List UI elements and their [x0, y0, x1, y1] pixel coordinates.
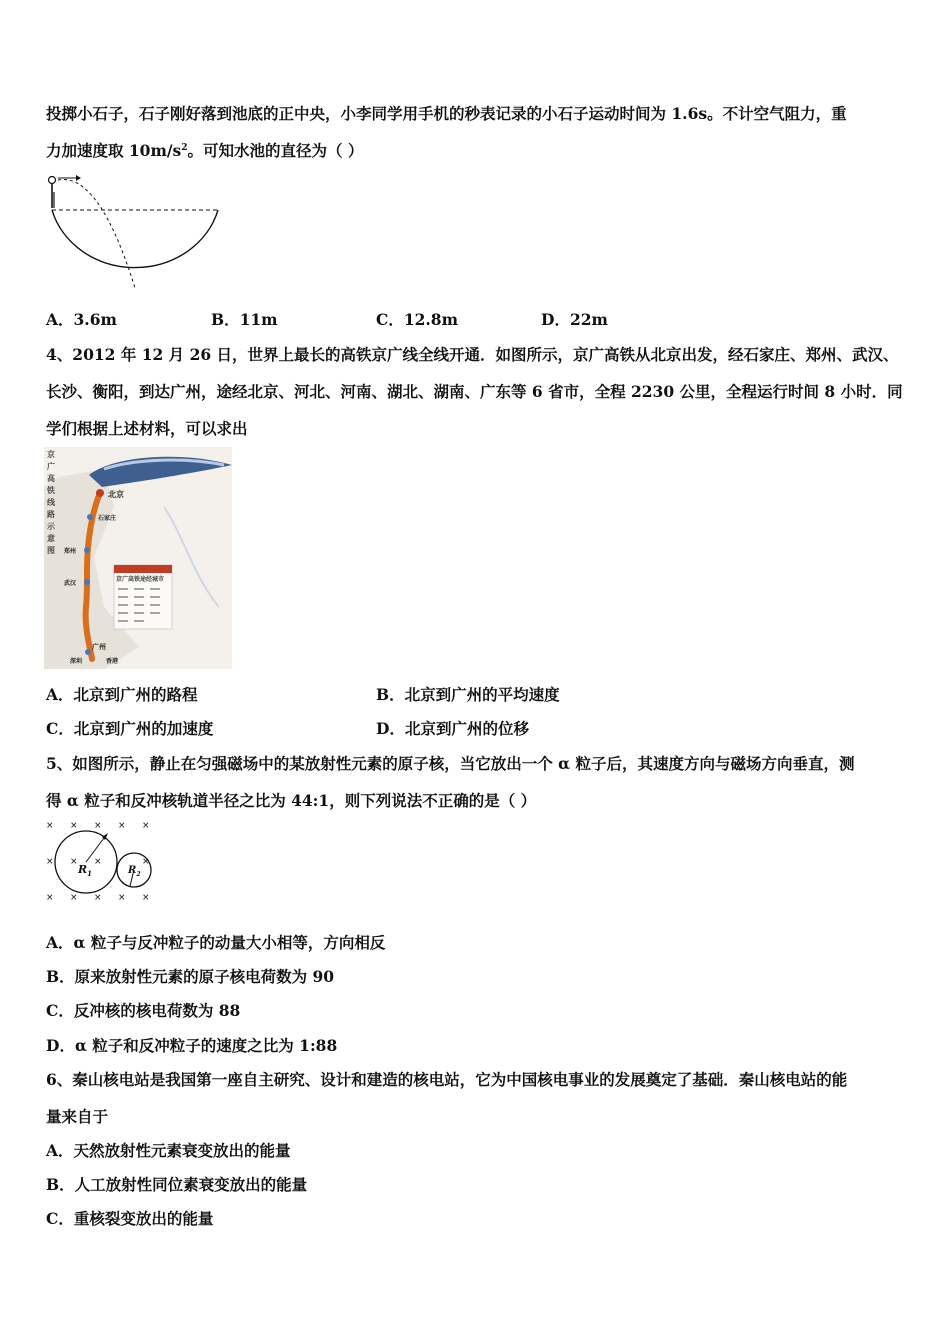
field-mark: ×	[94, 893, 102, 903]
q4-text-line-1: 4、2012 年 12 月 26 日，世界上最长的高铁京广线全线开通．如图所示，京广高铁从北京出发，经石家庄、郑州、武汉、	[46, 345, 899, 364]
r1-label-sub: 1	[87, 869, 93, 878]
q5-option-b[interactable]: B．原来放射性元素的原子核电荷数为 90	[46, 967, 335, 986]
q5-option-c[interactable]: C．反冲核的核电荷数为 88	[46, 1001, 241, 1020]
field-mark: ×	[142, 893, 150, 903]
map-side-title	[46, 449, 56, 555]
q4-option-c[interactable]: C．北京到广州的加速度	[46, 719, 214, 738]
map-side-title-c6: 路	[47, 509, 55, 519]
r1-label	[77, 863, 92, 878]
station-shijiazhuang	[87, 514, 93, 520]
q5-option-d[interactable]: D．α 粒子和反冲粒子的速度之比为 1:88	[46, 1036, 338, 1055]
field-mark: ×	[46, 893, 54, 903]
map-side-title-c8: 意	[47, 533, 55, 543]
q5-option-a[interactable]: A．α 粒子与反冲粒子的动量大小相等，方向相反	[46, 933, 386, 952]
map-side-title-c4: 铁	[47, 485, 55, 495]
velocity-arrow-head	[76, 175, 81, 181]
q4-option-a[interactable]: A．北京到广州的路程	[46, 685, 198, 704]
field-mark: ×	[118, 821, 126, 831]
q6-option-b[interactable]: B．人工放射性同位素衰变放出的能量	[46, 1175, 308, 1194]
city-label-zhengzhou: 郑州	[64, 548, 77, 555]
city-info-panel-header-bar	[114, 565, 172, 573]
city-info-panel-title: 京广高铁途经城市	[116, 576, 165, 583]
r1-label-main: R	[78, 863, 88, 876]
q3-exponent: 2	[181, 142, 188, 153]
field-mark: ×	[94, 821, 102, 831]
railway-map-figure	[44, 447, 232, 669]
q3-option-d[interactable]: D．22m	[541, 310, 608, 329]
field-mark: ×	[70, 893, 78, 903]
map-side-title-c7: 示	[47, 521, 55, 531]
pool-outline	[52, 210, 218, 268]
q3-text-line-2	[46, 139, 363, 161]
q3-text-line-1: 投掷小石子，石子刚好落到池底的正中央，小李同学用手机的秒表记录的小石子运动时间为 1.6s。不计空气阻力，重	[46, 104, 847, 123]
map-side-title-c5: 线	[47, 497, 55, 507]
city-label-shijiazhuang: 石家庄	[98, 515, 117, 522]
q3-text-line-2-post: 。可知水池的直径为（ ）	[187, 141, 364, 160]
q3-option-b[interactable]: B．11m	[211, 310, 278, 329]
field-mark: ×	[46, 857, 54, 867]
city-label-wuhan: 武汉	[64, 580, 77, 587]
station-beijing	[96, 489, 104, 497]
map-side-title-c9: 图	[47, 545, 55, 555]
field-mark: ×	[46, 821, 54, 831]
field-mark: ×	[70, 821, 78, 831]
station-guangzhou	[85, 649, 91, 655]
person-head	[49, 177, 56, 184]
magnetic-field-figure	[42, 816, 162, 908]
q5-text-line-1: 5、如图所示，静止在匀强磁场中的某放射性元素的原子核，当它放出一个 α 粒子后，其速度方向与磁场方向垂直，测	[46, 754, 855, 773]
station-zhengzhou	[84, 547, 90, 553]
r2-label-sub: 2	[136, 871, 141, 878]
q5-text-line-2: 得 α 粒子和反冲核轨道半径之比为 44:1，则下列说法不正确的是（ ）	[46, 791, 537, 810]
map-side-title-c3: 高	[47, 473, 55, 483]
q4-text-line-3: 学们根据上述材料，可以求出	[46, 419, 248, 438]
q4-option-b[interactable]: B．北京到广州的平均速度	[376, 685, 560, 704]
q4-text-line-2: 长沙、衡阳，到达广州，途经北京、河北、河南、湖北、湖南、广东等 6 省市，全程 2230 公里，全程运行时间 8 小时．同	[46, 382, 903, 401]
q4-option-d[interactable]: D．北京到广州的位移	[376, 719, 529, 738]
city-label-guangzhou: 广州	[92, 642, 106, 651]
stone-trajectory	[58, 179, 135, 288]
q3-text-line-2-pre: 力加速度取 10m/s	[46, 141, 182, 160]
q3-option-c[interactable]: C．12.8m	[376, 310, 458, 329]
map-side-title-c1: 京	[47, 449, 55, 459]
city-label-hongkong: 香港	[106, 658, 119, 665]
q3-option-a[interactable]: A．3.6m	[46, 310, 117, 329]
field-mark: ×	[118, 893, 126, 903]
q6-text-line-2: 量来自于	[46, 1107, 109, 1126]
city-label-shenzhen: 深圳	[70, 658, 83, 665]
field-mark: ×	[142, 857, 150, 867]
field-mark: ×	[70, 857, 78, 867]
station-wuhan	[84, 579, 90, 585]
map-side-title-c2: 广	[47, 461, 55, 471]
r2-label	[127, 865, 141, 878]
pool-figure	[44, 172, 226, 294]
q6-option-c[interactable]: C．重核裂变放出的能量	[46, 1209, 214, 1228]
city-label-beijing: 北京	[108, 489, 124, 499]
r2-label-main: R	[128, 865, 137, 876]
q6-option-a[interactable]: A．天然放射性元素衰变放出的能量	[46, 1141, 291, 1160]
field-mark: ×	[94, 857, 102, 867]
q6-text-line-1: 6、秦山核电站是我国第一座自主研究、设计和建造的核电站，它为中国核电事业的发展奠定了基础．秦山核电站的能	[46, 1070, 848, 1089]
field-mark: ×	[142, 821, 150, 831]
